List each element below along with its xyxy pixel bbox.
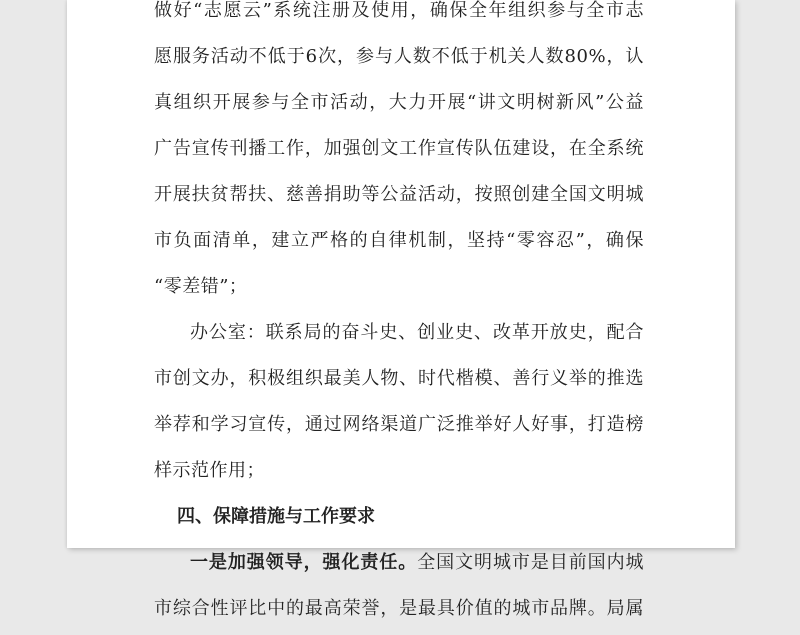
section-heading: 四、保障措施与工作要求 (177, 506, 375, 527)
document-body (154, 0, 644, 632)
text-line: 市创文办，积极组织最美人物、时代楷模、善行义举的推选 (154, 368, 644, 389)
text-line: 真组织开展参与全市活动，大力开展“讲文明树新风”公益 (154, 92, 644, 113)
final-paragraph-first-line (154, 540, 644, 586)
text-line: 做好“志愿云”系统注册及使用，确保全年组织参与全市志 (154, 0, 644, 21)
text-line: 市负面清单，建立严格的自律机制，坚持“零容忍”，确保 (154, 230, 644, 251)
text-line: 广告宣传刊播工作，加强创文工作宣传队伍建设，在全系统 (154, 138, 644, 159)
text-line: 举荐和学习宣传，通过网络渠道广泛推举好人好事，打造榜 (154, 414, 644, 435)
text-line: 样示范作用； (154, 460, 265, 481)
office-paragraph-first-line: 办公室：联系局的奋斗史、创业史、改革开放史，配合 (190, 322, 644, 343)
text-line: 市综合性评比中的最高荣誉，是最具价值的城市品牌。局属 (154, 598, 644, 619)
document-page (67, 0, 735, 619)
text-line: “零差错”； (154, 276, 248, 297)
paragraph-text: 全国文明城市是目前国内城 (417, 552, 645, 573)
text-line: 开展扶贫帮扶、慈善捐助等公益活动，按照创建全国文明城 (154, 184, 644, 205)
paragraph-lead: 一是加强领导，强化责任。 (190, 552, 418, 573)
text-line: 愿服务活动不低于6次，参与人数不低于机关人数80%，认 (154, 46, 644, 67)
